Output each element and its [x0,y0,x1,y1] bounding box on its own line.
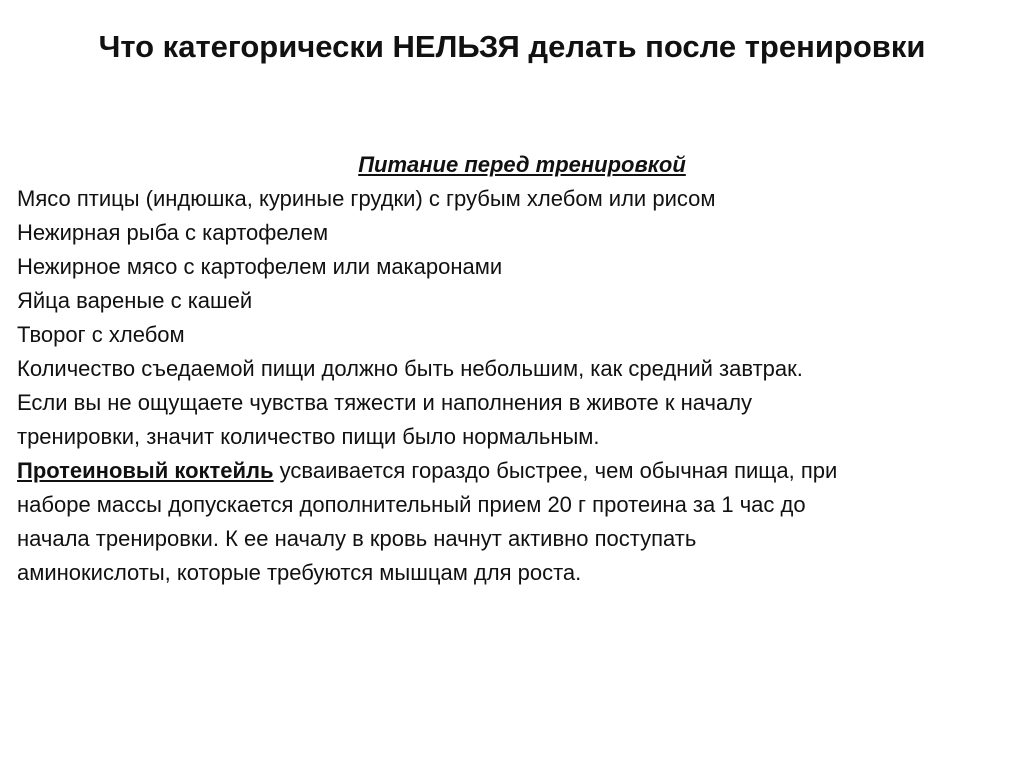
slide-body [17,148,1007,590]
protein-shake-term: Протеиновый коктейль [17,458,274,483]
protein-advice-text: усваивается гораздо быстрее, чем обычная пища, при [273,458,838,483]
protein-advice-line-1 [17,454,1007,488]
section-subheading: Питание перед тренировкой [358,152,686,177]
food-list-item: Нежирное мясо с картофелем или макаронами [17,254,503,279]
slide-title: Что категорически НЕЛЬЗЯ делать после тренировки [98,29,926,64]
food-list-item: Нежирная рыба с картофелем [17,220,329,245]
food-list-item: Мясо птицы (индюшка, куриные грудки) с грубым хлебом или рисом [17,186,716,211]
protein-advice-line-4: аминокислоты, которые требуются мышцам для роста. [17,560,582,585]
heaviness-advice-line-2: тренировки, значит количество пищи было нормальным. [17,424,600,449]
protein-advice-line-3: начала тренировки. К ее началу в кровь начнут активно поступать [17,526,697,551]
protein-advice-line-2: наборе массы допускается дополнительный прием 20 г протеина за 1 час до [17,492,806,517]
portion-advice: Количество съедаемой пищи должно быть небольшим, как средний завтрак. [17,356,803,381]
food-list-item: Творог с хлебом [17,322,185,347]
food-list-item: Яйца вареные с кашей [17,288,253,313]
heaviness-advice-line-1: Если вы не ощущаете чувства тяжести и наполнения в животе к началу [17,390,753,415]
